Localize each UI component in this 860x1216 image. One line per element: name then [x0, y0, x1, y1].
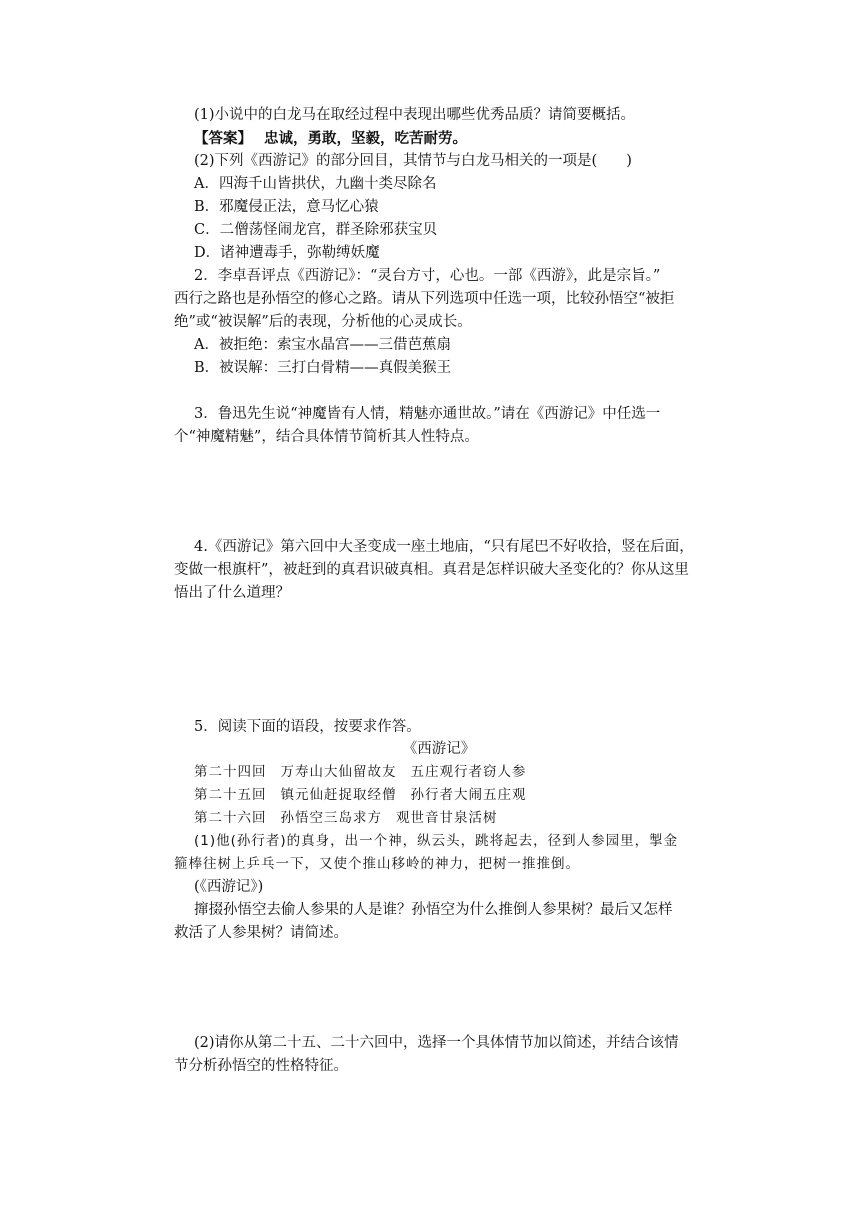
q4-line1: 4.《西游记》第六回中大圣变成一座土地庙，“只有尾巴不好收拾，竖在后面，: [194, 539, 694, 555]
chapter-number: 第二十六回: [194, 810, 267, 826]
answer-text: 忠诚，勇敢，坚毅，吃苦耐劳。: [264, 130, 467, 147]
q5-sub2-line1: (2)请你从第二十五、二十六回中，选择一个具体情节加以简述，并结合该情: [194, 1035, 679, 1051]
q5-ask-line1: 撺掇孙悟空去偷人参果的人是谁？孙悟空为什么推倒人参果树？最后又怎样: [194, 902, 673, 918]
q4-line3: 悟出了什么道理？: [174, 585, 290, 601]
chapter-title-a: 镇元仙赶捉取经僧: [280, 787, 397, 803]
q5-excerpt-line2: 箍棒往树上乒乓一下，又使个推山移岭的神力，把树一推推倒。: [174, 856, 580, 872]
q3-line1: 3．鲁迅先生说“神魔皆有人情，精魅亦通世故。”请在《西游记》中任选一: [194, 406, 661, 422]
q5-source: (《西游记》): [194, 879, 264, 895]
q2-line2: 西行之路也是孙悟空的修心之路。请从下列选项中任选一项，比较孙悟空“被拒: [174, 291, 675, 307]
chapter-row: [194, 761, 704, 785]
q2-line1: 2．李卓吾评点《西游记》：“灵台方寸，心也。一部《西游》，此是宗旨。”: [194, 268, 661, 284]
q1-option-a: A．四海千山皆拱伏，九幽十类尽除名: [194, 176, 437, 192]
q1-answer: [194, 127, 704, 152]
q2-line3: 绝”或“被误解”后的表现，分析他的心灵成长。: [174, 314, 472, 330]
q4-line2: 变做一根旗杆”，被赶到的真君识破真相。真君是怎样识破大圣变化的？你从这里: [174, 562, 689, 578]
chapter-title-a: 孙悟空三岛求方: [280, 810, 382, 826]
q1-option-d: D．诸神遭毒手，弥勒缚妖魔: [194, 245, 380, 261]
chapter-number: 第二十四回: [194, 764, 267, 780]
chapter-title-b: 观世音甘泉活树: [396, 810, 498, 826]
q5-excerpt-line1: (1)他(孙行者)的真身，出一个神，纵云头，跳将起去，径到人参园里，掣金: [194, 833, 679, 849]
answer-label: 【答案】: [194, 130, 252, 147]
q5-intro: 5．阅读下面的语段，按要求作答。: [194, 719, 421, 735]
q2-option-a: A．被拒绝：索宝水晶宫——三借芭蕉扇: [194, 337, 451, 353]
q3-line2: 个“神魔精魅”，结合具体情节简析其人性特点。: [174, 429, 479, 445]
chapter-title-b: 孙行者大闹五庄观: [410, 787, 527, 803]
q5-ask-line2: 救活了人参果树？请简述。: [174, 925, 348, 941]
q1-sub2: (2)下列《西游记》的部分回目，其情节与白龙马相关的一项是( ): [194, 153, 632, 169]
q5-book-title: 《西游记》: [402, 741, 476, 757]
q5-sub2-line2: 节分析孙悟空的性格特征。: [174, 1058, 348, 1074]
chapter-title-a: 万寿山大仙留故友: [280, 764, 397, 780]
chapter-number: 第二十五回: [194, 787, 267, 803]
q1-sub1: (1)小说中的白龙马在取经过程中表现出哪些优秀品质？请简要概括。: [194, 107, 636, 123]
chapter-row: [194, 807, 704, 831]
chapter-row: [194, 784, 704, 808]
q1-option-b: B．邪魔侵正法，意马忆心猿: [194, 199, 379, 215]
q1-option-c: C．二僧荡怪闹龙宫，群圣除邪获宝贝: [194, 222, 438, 238]
q2-option-b: B．被误解：三打白骨精——真假美猴王: [194, 360, 452, 376]
chapter-title-b: 五庄观行者窃人参: [410, 764, 527, 780]
